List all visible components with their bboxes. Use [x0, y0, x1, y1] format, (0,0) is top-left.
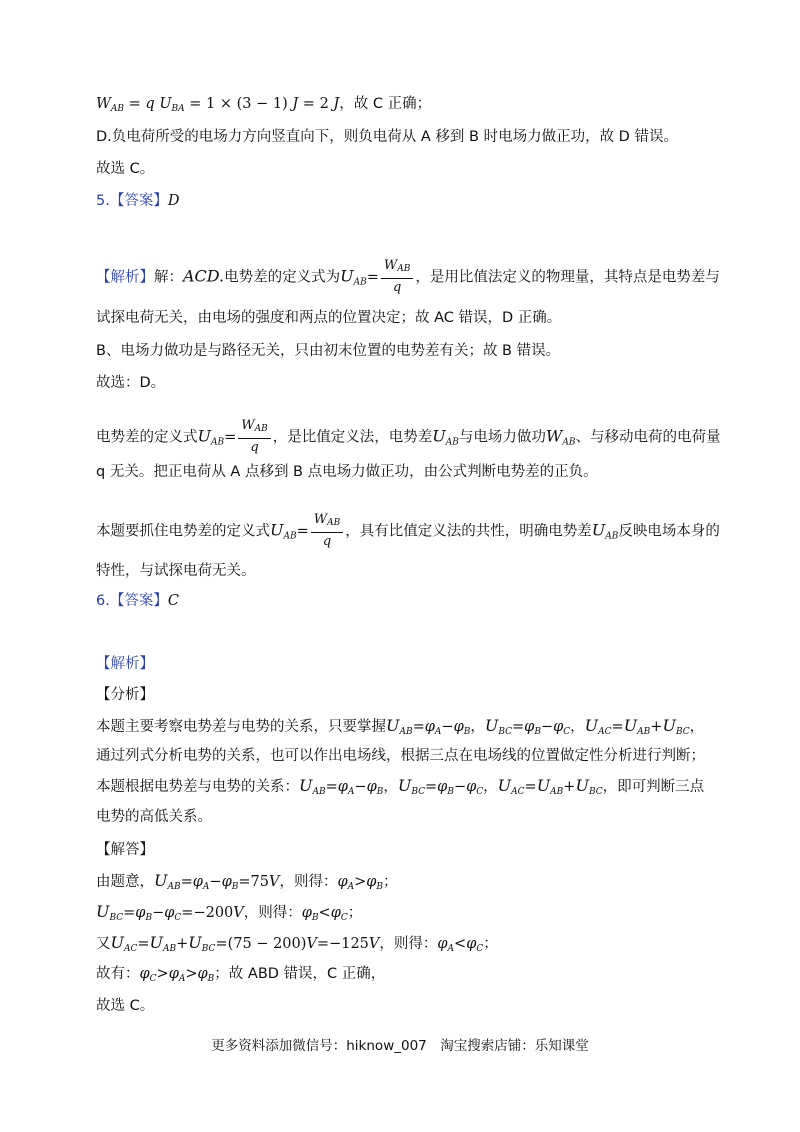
q4-option-d: D.负电荷所受的电场力方向竖直向下，则负电荷从 A 移到 B 时电场力做正功，故 D 错误。 [96, 129, 678, 145]
q6-jieda-line4: 故有：$\varphi_C>\varphi_A>\varphi_B$；故 ABD 错误，C 正确， [96, 966, 386, 984]
fraction-w-over-q: $\frac{W_{AB}}{q}$ [381, 258, 414, 297]
q4-conclusion: ，故 C 正确； [339, 96, 432, 112]
fraction-w-over-q: $\frac{W_{AB}}{q}$ [311, 512, 344, 551]
q5-note1-line2: q 无关。把正电荷从 A 点移到 B 点电场力做正功，由公式判断电势差的正负。 [96, 464, 598, 480]
q6-fenxi-line1: 本题主要考察电势差与电势的关系，只要掌握$U_{AB}=\varphi_A-\varphi_B$，$U_{BC}=\varphi_B-\varphi_C$，$U_{AC}=U_{AB}+U_{BC}$， [96, 716, 705, 737]
q5-analysis-line2: 试探电荷无关，由电场的强度和两点的位置决定；故 AC 错误，D 正确。 [96, 310, 562, 326]
q5-note1-line1: 电势差的定义式$U_{AB}=$ $\frac{W_{AB}}{q}$ ，是比值定义法，电势差$U_{AB}$与电场力做功$W_{AB}$、与移动电荷的电荷量 [96, 418, 721, 455]
q4-choose: 故选 C。 [96, 161, 155, 177]
q5-note2-line2: 特性，与试探电荷无关。 [96, 563, 256, 579]
page-footer: 更多资料添加微信号：hiknow_007 淘宝搜索店铺：乐知课堂 [211, 1038, 589, 1054]
q6-jieda-line3: 又$U_{AC}=U_{AB}+U_{BC}=(75 - 200)V=-125V$，则得：$\varphi_A<\varphi_C$； [96, 933, 498, 954]
q5-analysis-line4: 故选：D。 [96, 375, 166, 391]
q5-note2-line1: 本题要抓住电势差的定义式$U_{AB}=$ $\frac{W_{AB}}{q}$ ，具有比值定义法的共性，明确电势差$U_{AB}$反映电场本身的 [96, 512, 720, 549]
q6-jieda-line1: 由题意，$U_{AB}=\varphi_A-\varphi_B=75V$，则得：$\varphi_A>\varphi_B$； [96, 871, 398, 892]
q6-answer: 6.【答案】C [96, 593, 179, 609]
q6-fenxi-line2: 通过列式分析电势的关系，也可以作出电场线，根据三点在电场线的位置做定性分析进行判断； [96, 748, 705, 764]
q4-work-equation: $W_{AB} = q$ $U_{BA} = 1 \times (3 - 1) J = 2$ J，故 C 正确； [96, 96, 432, 114]
q5-answer: 5.【答案】D [96, 193, 180, 209]
q6-fenxi-line3: 本题根据电势差与电势的关系：$U_{AB}=\varphi_A-\varphi_B$，$U_{BC}=\varphi_B-\varphi_C$，$U_{AC}=U_{AB}+U_{BC}$，即可判断三点 [96, 776, 705, 797]
q6-analysis-tag: 【解析】 [96, 656, 154, 672]
fraction-w-over-q: $\frac{W_{AB}}{q}$ [238, 418, 271, 457]
q6-fenxi-tag: 【分析】 [96, 687, 154, 703]
q6-jieda-line5: 故选 C。 [96, 998, 155, 1014]
q6-jieda-tag: 【解答】 [96, 842, 154, 858]
q6-fenxi-line4: 电势的高低关系。 [96, 809, 212, 825]
q5-analysis-line3: B、电场力做功是与路径无关，只由初末位置的电势差有关；故 B 错误。 [96, 343, 561, 359]
analysis-tag: 【解析】 [96, 269, 154, 286]
q6-jieda-line2: $U_{BC}=\varphi_B-\varphi_C=-200V$，则得：$\varphi_B<\varphi_C$； [96, 902, 363, 923]
q5-analysis-line1: 【解析】解：ACD.电势差的定义式为$U_{AB}=$ $\frac{W_{AB}}{q}$ ，是用比值法定义的物理量，其特点是电势差与 [96, 258, 720, 295]
